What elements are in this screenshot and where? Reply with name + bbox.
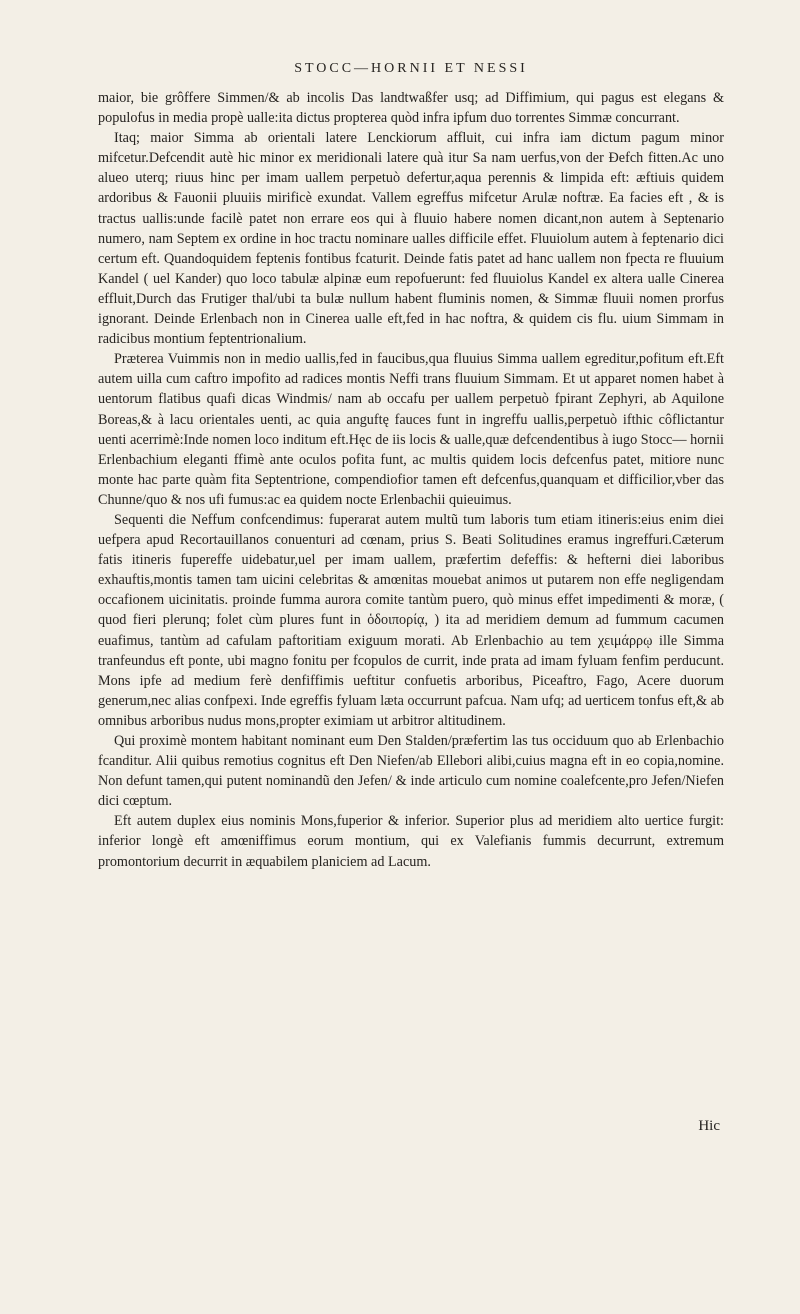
paragraph-2: Itaq; maior Simma ab orientali latere Lenckiorum affluit, cui infra iam dictum pagum minor mifcetur.Defcendit autè hic minor ex meridionali latere quà itur Sa nam uerfus,von der Ðefch fitten.Ac uno alueo uterq; riuus hinc per imam uallem perpetuò defertur,aqua perennis & limpida eft: æftiuis quidem ardoribus & Fauonii pluuiis mirificè exundat. Vallem egreffus mifcetur Arulæ noftræ. Ea facies eft , & is tractus uallis:unde facilè patet non errare eos qui à fluuio habere nomen dicant,non autem à Septenario numero, nam Septem ex ordine in hoc tractu nominare ualles difficile effet. Fluuiolum autem à feptenario dici certum eft. Quandoquidem feptenis fontibus fcaturit. Deinde fatis patet ad hanc uallem non fpecta re fluuium Kandel ( uel Kander) quo loco tabulæ alpinæ eum repofuerunt: fed fluuiolus Kandel ex altera ualle Cinerea effluit,Durch das Frutiger thal/ubi ta bulæ nullum habent fluminis nomen, & Simmæ fluuii nomen prorfus ignorant. Deinde Erlenbach non in Cinerea ualle eft,fed in hac noftra, & quidem cis flu. uium Simmam in radicibus montium feptentrionalium. [98,130,724,348]
paragraph-5: Qui proximè montem habitant nominant eum Den Stalden/præfertim las tus occiduum quo ab Erlenbachio fcanditur. Alii quibus remotius cognitus eft Den Niefen/ab Ellebori alibi,cuius magna eft in eo copia,nomine. Non defunt tamen,qui putent nominandũ den Jefen/ & inde articulo cum nomine coalefcente,pro Jefen/Niefen dici cœptum. [98,733,724,810]
text-body [98,88,724,872]
catchword: Hic [698,1118,720,1134]
paragraph-4: Sequenti die Neffum confcendimus: fuperarat autem multũ tum laboris tum etiam itineris:eius enim diei uefpera apud Recortauillanos conuenturi ad cœnam, prius S. Beati Solitudines eramus ingreffuri.Cæterum fatis itineris fupereffe uidebatur,uel per imam uallem, præfertim defeffis: & hefterni diei laboribus exhauftis,montis tamen tam uicini celebritas & amœnitas mouebat animos ut putarem non effe negligendam occafionem uicinitatis. proinde fumma aurora comite tantùm puero, quò minus effet impedimenti & moræ, ( quod fieri plerunq; folet cùm plures funt in ὁδοιπορίᾳ, ) ita ad meridiem demum ad fummum cacumen euafimus, tantùm ad cafulam paftoritiam exiguum morati. Ab Erlenbachio au tem χειμάρρῳ ille Simma tranfeundus eft ponte, ubi magno fonitu per fcopulos de currit, inde prata ad imam fyluam fenfim perducunt. Mons ipfe ad medium ferè denfiffimis ueftitur confuetis arboribus, Piceaftro, Fago, Acere duorum generum,nec alias confpexi. Inde egreffis fyluam læta occurrunt pafcua. Nam ufq; ad uerticem tonfus eft,& ab omnibus arboribus nudus mons,propter eximiam ut arbitror altitudinem. [98,511,724,729]
running-head: STOCC—HORNII ET NESSI [294,61,528,76]
paragraph-6: Eft autem duplex eius nominis Mons,fuperior & inferior. Superior plus ad meridiem alto uertice furgit: inferior longè eft amœniffimus eorum montium, qui ex Valefianis fummis decurrunt, extremum promontorium decurrit in æquabilem planiciem ad Lacum. [98,813,724,870]
paragraph-1: maior, bie grôffere Simmen/& ab incolis Das landtwaßfer usq; ad Diffimium, qui pagus est elegans & populofus in media propè ualle:ita dictus propterea quòd infra ipfum duo torrentes Simmæ concurrant. [98,90,724,127]
paragraph-3: Præterea Vuimmis non in medio uallis,fed in faucibus,qua fluuius Simma uallem egreditur,pofitum eft.Eft autem uilla cum caftro impofito ad radices montis Neffi trans fluuium Simmam. Et ut apparet nomen habet à uentorum flatibus quafi dicas Windmis/ nam ab occafu per uallem perpetuò fpirant Zephyri, ab Aquilone Boreas,& à lacu orientales uenti, ac quia anguftę fauces funt in ingreffu uallis,perpetuò ifthic côflictantur uenti acerrimè:Inde nomen loco inditum eft.Hęc de iis locis & ualle,quæ defcendentibus à iugo Stocc— hornii Erlenbachium eleganti ffimè ante oculos pofita funt, ac multis quidem locis defcenfus patet, mitiore nunc monte hac parte quàm fita Septentrione, compendiofior tamen eft defcenfus,quanquam et difficilior,vber das Chunne/quo & nos ufi fumus:ac ea quidem nocte Erlenbachii quieuimus. [98,351,724,508]
